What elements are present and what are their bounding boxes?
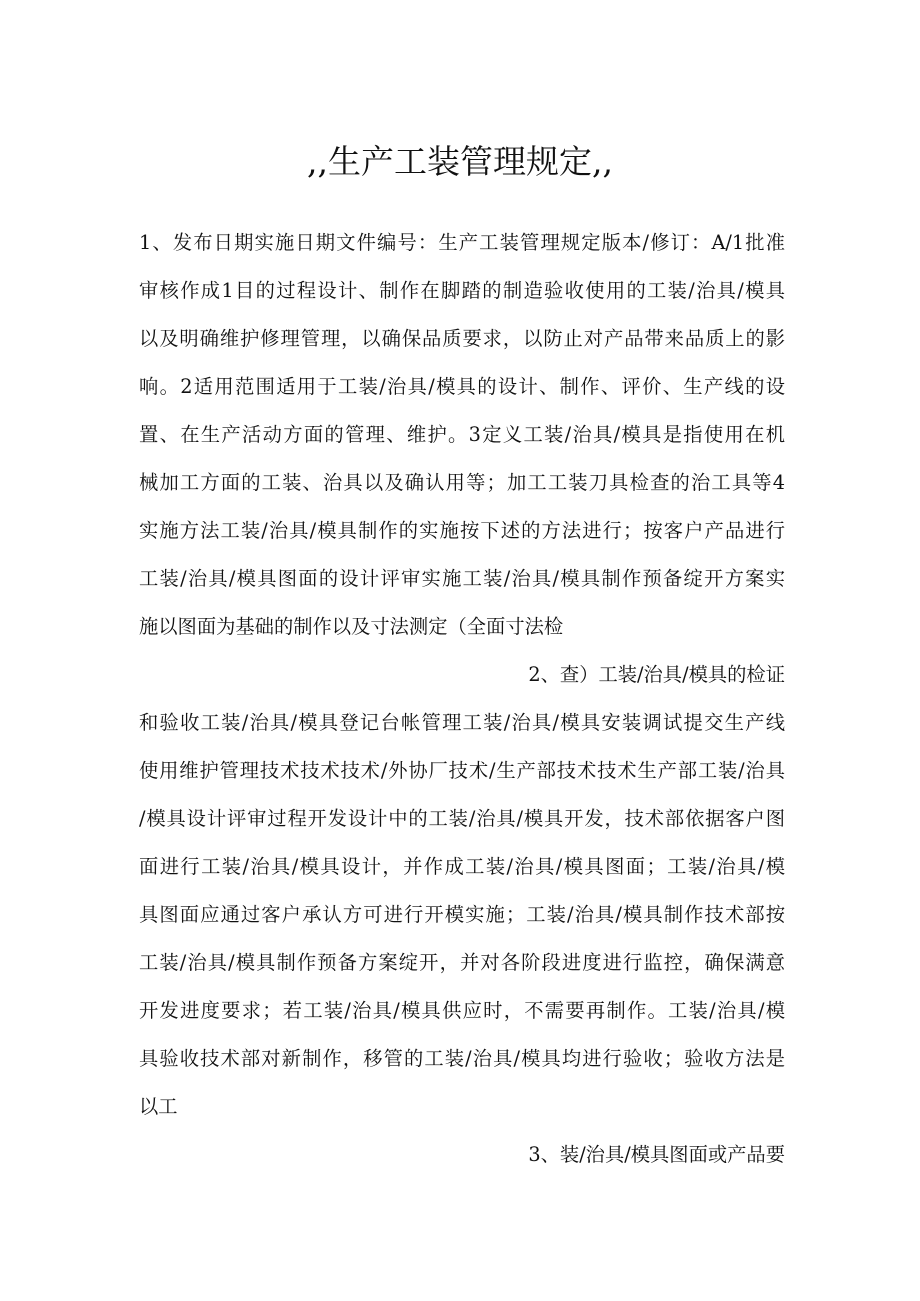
body-line: 具验收技术部对新制作，移管的工装/治具/模具均进行验收；验收方法是 <box>139 1047 785 1070</box>
body-line: 开发进度要求；若工装/治具/模具供应时，不需要再制作。工装/治具/模 <box>139 999 785 1022</box>
section-heading-3: 3、装/治具/模具图面或产品要 <box>528 1143 785 1166</box>
body-line: 以及明确维护修理管理，以确保品质要求，以防止对产品带来品质上的影 <box>139 327 785 350</box>
body-line: 工装/治具/模具图面的设计评审实施工装/治具/模具制作预备绽开方案实 <box>139 567 785 590</box>
section-heading-2: 2、查）工装/治具/模具的检证 <box>528 663 785 686</box>
body-line: 使用维护管理技术技术技术/外协厂技术/生产部技术技术生产部工装/治具 <box>139 759 785 782</box>
document-body <box>139 219 785 1179</box>
body-line: 具图面应通过客户承认方可进行开模实施；工装/治具/模具制作技术部按 <box>139 903 785 926</box>
body-line: 1、发布日期实施日期文件编号：生产工装管理规定版本/修订：A/1批准 <box>139 231 785 254</box>
body-line: 响。2适用范围适用于工装/治具/模具的设计、制作、评价、生产线的设 <box>139 375 785 398</box>
body-line: 以工 <box>139 1095 178 1118</box>
body-line: 工装/治具/模具制作预备方案绽开，并对各阶段进度进行监控，确保满意 <box>139 951 785 974</box>
body-line: 实施方法工装/治具/模具制作的实施按下述的方法进行；按客户产品进行 <box>139 519 785 542</box>
body-line: 施以图面为基础的制作以及寸法测定（全面寸法检 <box>139 615 564 638</box>
document-title: ,,生产工装管理规定,, <box>307 142 613 181</box>
body-line: /模具设计评审过程开发设计中的工装/治具/模具开发，技术部依据客户图 <box>139 807 785 830</box>
body-line: 置、在生产活动方面的管理、维护。3定义工装/治具/模具是指使用在机 <box>139 423 785 446</box>
body-line: 面进行工装/治具/模具设计，并作成工装/治具/模具图面；工装/治具/模 <box>139 855 785 878</box>
body-line: 械加工方面的工装、治具以及确认用等；加工工装刀具检查的治工具等4 <box>139 471 785 494</box>
body-line: 和验收工装/治具/模具登记台帐管理工装/治具/模具安装调试提交生产线 <box>139 711 785 734</box>
body-line: 审核作成1目的过程设计、制作在脚踏的制造验收使用的工装/治具/模具 <box>139 279 785 302</box>
